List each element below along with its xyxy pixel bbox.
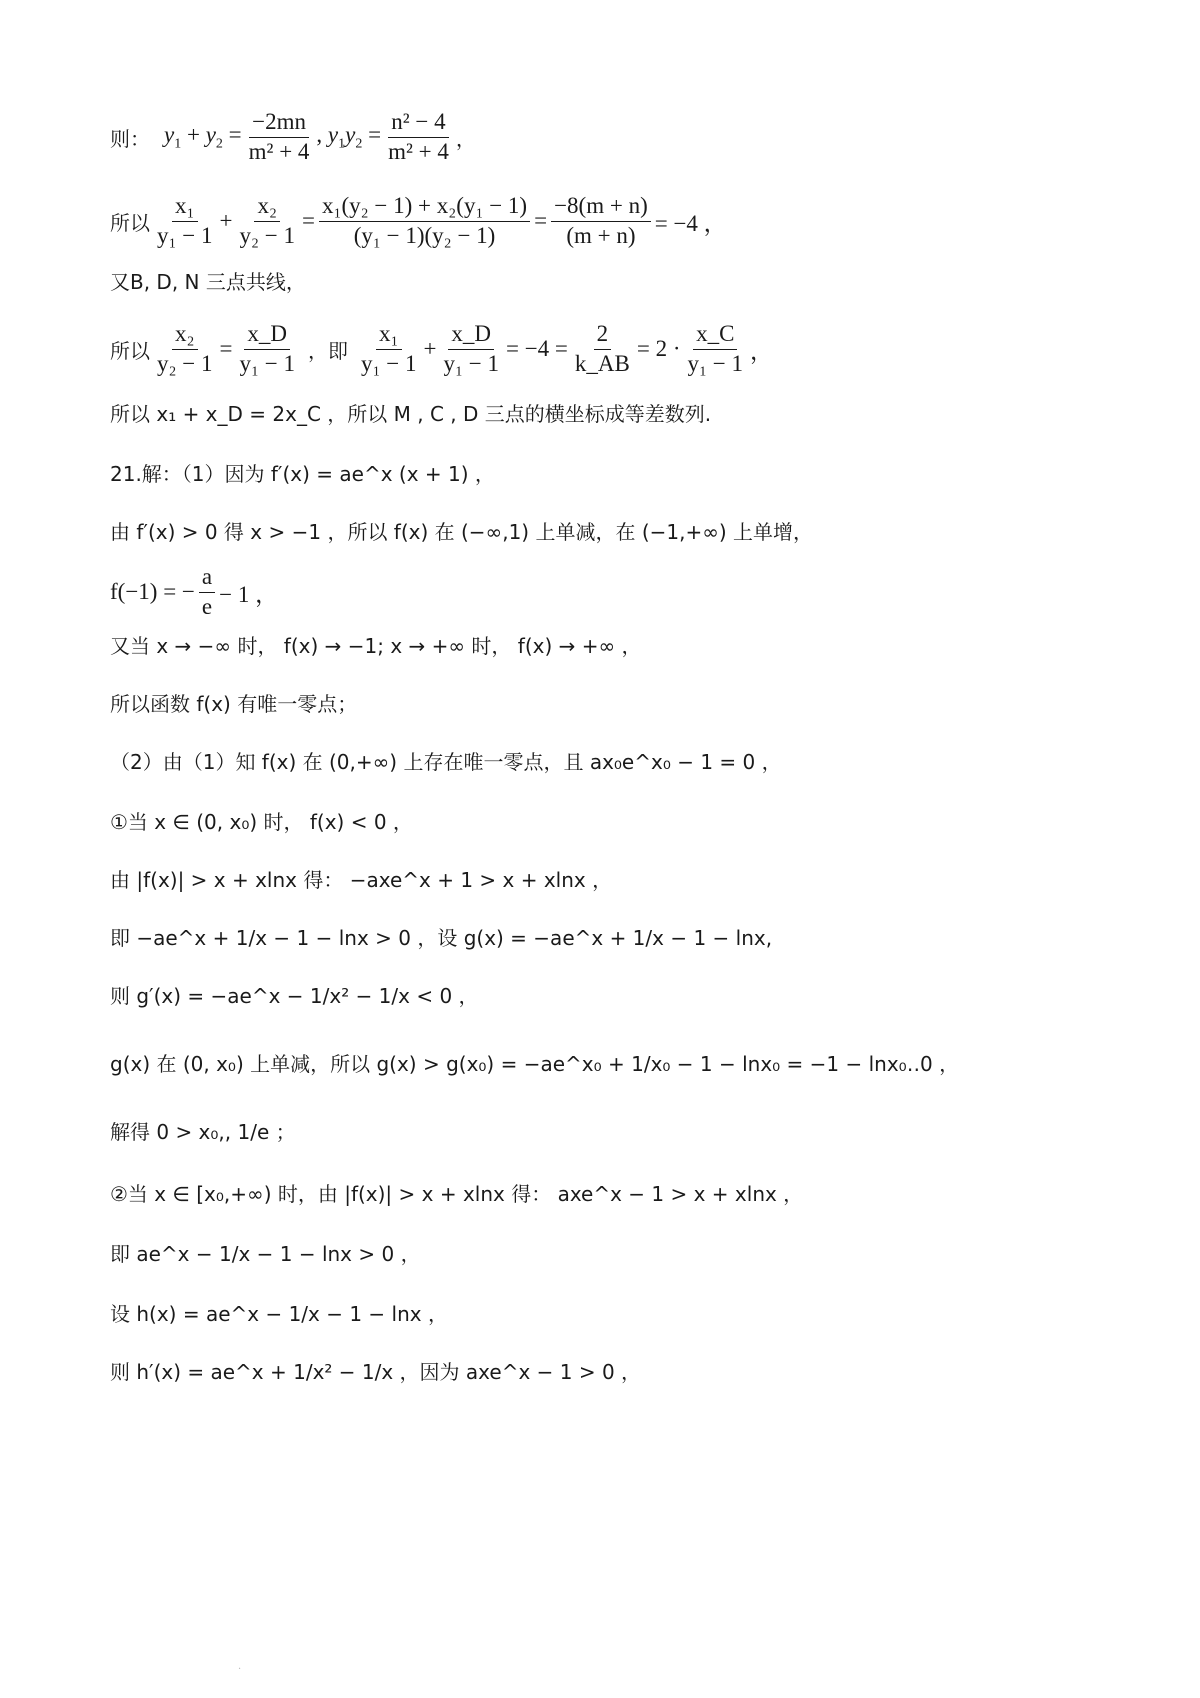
line-16: g(x) 在 (0, x₀) 上单减，所以 g(x) > g(x₀) = −ae^x₀ + 1/x₀ − 1 − lnx₀ = −1 − lnx₀‥0 ， — [110, 1052, 960, 1076]
line-19: 即 ae^x − 1/x − 1 − lnx > 0 ， — [110, 1242, 421, 1266]
line-12: ①当 x ∈ (0, x₀) 时， f(x) < 0 ， — [110, 810, 413, 834]
line-14: 即 −ae^x + 1/x − 1 − lnx > 0 ，设 g(x) = −ae^x + 1/x − 1 − lnx, — [110, 926, 773, 950]
line-6: 21.解：（1）因为 f′(x) = ae^x (x + 1) ， — [110, 462, 495, 486]
line-11: （2）由（1）知 f(x) 在 (0,+∞) 上存在唯一零点，且 ax₀e^x₀ − 1 = 0 ， — [110, 750, 782, 774]
line-20: 设 h(x) = ae^x − 1/x − 1 − lnx ， — [110, 1302, 448, 1326]
fraction: $\frac{\text{n² − 4}}{\text{m² + 4}}$ — [388, 109, 449, 164]
line-17: 解得 0 > x₀,, 1/e ； — [110, 1120, 296, 1144]
text: 则： — [110, 126, 150, 151]
line-21: 则 h′(x) = ae^x + 1/x² − 1/x ，因为 axe^x − 1 > 0 ， — [110, 1360, 642, 1384]
line-5: 所以 x₁ + x_D = 2x_C ，所以 M , C , D 三点的横坐标成等差数列. — [110, 402, 712, 426]
line-7: 由 f′(x) > 0 得 x > −1 ，所以 f(x) 在 (−∞,1) 上单减，在 (−1,+∞) 上单增， — [110, 520, 814, 544]
line-13: 由 |f(x)| > x + xlnx 得： −axe^x + 1 > x + xlnx ， — [110, 868, 613, 892]
decorative-dot: · — [238, 1664, 242, 1675]
line-18: ②当 x ∈ [x₀,+∞) 时，由 |f(x)| > x + xlnx 得： axe^x − 1 > x + xlnx ， — [110, 1182, 804, 1206]
line-9: 又当 x → −∞ 时， f(x) → −1; x → +∞ 时， f(x) → +∞ ， — [110, 634, 642, 658]
line-15: 则 g′(x) = −ae^x − 1/x² − 1/x < 0 ， — [110, 984, 479, 1008]
line-2: 所以 $\frac{\text{x₁}}{\text{y₁ − 1}}$ + $\frac{\text{x₂}}{\text{y₂ − 1}}$ = $\frac{\text{x₁(y₂ − 1) + x₂(y₁ − 1)}}{\text{(y₁ − 1)(y₂ − 1)}}$ = $\frac{-8(m + n)}{(m + n)}$ = −4 ， — [110, 193, 727, 248]
line-10: 所以函数 f(x) 有唯一零点； — [110, 692, 358, 716]
line-1: 则： $y_1 + y_2$ = $\frac{-2mn}{\text{m² + 4}}$ , $y_1y_2$ = $\frac{\text{n² − 4}}{\text{m² + 4}}$ ， — [110, 108, 1140, 167]
text: 所以 — [110, 210, 150, 235]
fraction: $\frac{-2mn}{\text{m² + 4}}$ — [248, 109, 310, 164]
line-4: 所以 $\frac{\text{x₂}}{\text{y₂ − 1}}$ = $\frac{x\_D}{\text{y₁ − 1}}$ ，即 $\frac{\text{x₁}}{\text{y₁ − 1}}$ + $\frac{x\_D}{\text{y₁ − 1}}$ = −4 = $\frac{2}{k\_AB}$ = 2 · $\frac{x\_C}{\text{y₁ − 1}}$ ， — [110, 321, 773, 376]
line-8: f(−1) = − $\frac{a}{e}$ − 1 ， — [110, 564, 279, 619]
line-3: 又B, D, N 三点共线， — [110, 270, 306, 294]
